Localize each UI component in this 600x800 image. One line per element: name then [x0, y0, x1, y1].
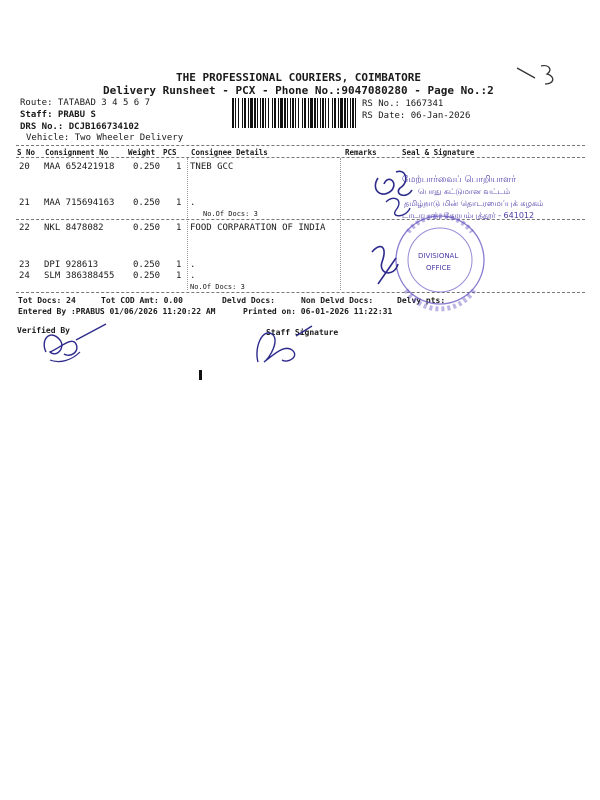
row-21-pcs: 1	[176, 198, 182, 208]
row-22-pcs: 1	[176, 223, 182, 233]
barcode-bar	[244, 98, 246, 128]
col-seal: Seal & Signature	[402, 148, 475, 157]
barcode-bar	[284, 98, 286, 128]
barcode-bar	[310, 98, 313, 128]
barcode-bar	[268, 98, 269, 128]
barcode-bar	[292, 98, 294, 128]
barcode-bar	[352, 98, 354, 128]
row-20-sno: 20	[19, 162, 30, 172]
barcode-bar	[278, 98, 279, 128]
table-top-rule	[16, 145, 585, 146]
rs-no-label: RS No.: 1667341	[362, 99, 444, 109]
row-23-consignment: DPI 928613	[44, 260, 99, 270]
row-24-pcs: 1	[176, 271, 182, 281]
entered-by: Entered By :PRABUS 01/06/2026 11:20:22 AM	[18, 307, 216, 316]
barcode-bar	[332, 98, 333, 128]
route-label: Route: TATABAD 3 4 5 6 7	[20, 98, 151, 108]
barcode-bar	[250, 98, 253, 128]
col-weight: Weight	[128, 148, 156, 157]
barcode-bar	[242, 98, 243, 128]
barcode-bar	[328, 98, 329, 128]
col-pcs: PCS	[163, 148, 177, 157]
runsheet-subtitle: Delivery Runsheet - PCX - Phone No.:9047080280 - Page No.:2	[103, 84, 494, 97]
stamp-line-2: பொது கட்டுமான வட்டம்	[418, 187, 511, 196]
verified-by-label: Verified By	[17, 326, 70, 335]
stamp-line-4: டாடாபாத், கோயம்புத்தூர் - 641012	[402, 211, 535, 220]
barcode-bar	[274, 98, 276, 128]
verifier-signature	[36, 318, 116, 368]
row-24-sno: 24	[19, 271, 30, 281]
ink-dot	[196, 368, 206, 382]
seal-center-2: OFFICE	[426, 264, 451, 272]
barcode-bar	[262, 98, 264, 128]
row-21-note: No.Of Docs: 3	[203, 210, 258, 218]
stamp-line-1: மேற்பார்வைப் பொறியாளர்	[402, 175, 516, 185]
row-20-weight: 0.250	[133, 162, 161, 172]
barcode-bar	[272, 98, 273, 128]
row-20-consignment: MAA 652421918	[44, 162, 115, 172]
barcode-bar	[238, 98, 239, 128]
corner-scribble	[505, 60, 560, 90]
tot-docs: Tot Docs: 24	[18, 296, 76, 305]
row-23-weight: 0.250	[133, 260, 161, 270]
barcode-bar	[320, 98, 321, 128]
row-21-weight: 0.250	[133, 198, 161, 208]
divider-consignee	[187, 158, 188, 290]
delvy-pts: Delvy pts:	[397, 296, 446, 305]
barcode-bar	[302, 98, 303, 128]
barcode-bar	[304, 98, 306, 128]
divider-remarks	[340, 158, 341, 290]
table-header-rule	[16, 157, 585, 158]
barcode-bar	[287, 98, 288, 128]
barcode-bar	[334, 98, 336, 128]
row-20-consignee: TNEB GCC	[190, 162, 234, 172]
barcode-bar	[248, 98, 249, 128]
row-20-pcs: 1	[176, 162, 182, 172]
delvd-docs: Delvd Docs:	[222, 296, 275, 305]
barcode	[232, 98, 360, 128]
barcode-bar	[347, 98, 348, 128]
barcode-bar	[350, 98, 351, 128]
barcode-bar	[308, 98, 309, 128]
row-24-consignee: .	[190, 271, 196, 281]
row-23-sno: 23	[19, 260, 30, 270]
row-23-pcs: 1	[176, 260, 182, 270]
stamp-line-3: தமிழ்நாடு மின் தொடரமைப்புக் கழகம்	[404, 199, 544, 208]
drs-label: DRS No.: DCJB166734102	[20, 122, 140, 132]
barcode-bar	[317, 98, 318, 128]
barcode-bar	[260, 98, 261, 128]
company-title: THE PROFESSIONAL COURIERS, COIMBATORE	[176, 71, 422, 84]
row-22-consignee: FOOD CORPARATION OF INDIA	[190, 223, 326, 233]
row-22-consignment: NKL 8478082	[44, 223, 104, 233]
barcode-bar	[338, 98, 339, 128]
barcode-bar	[314, 98, 316, 128]
staff-signature-label: Staff Signature	[266, 328, 339, 337]
row-24-weight: 0.250	[133, 271, 161, 281]
row-22-weight: 0.250	[133, 223, 161, 233]
barcode-bar	[295, 98, 296, 128]
row-24-consignment: SLM 386388455	[44, 271, 115, 281]
col-remarks: Remarks	[345, 148, 377, 157]
vehicle-label: Vehicle: Two Wheeler Delivery	[26, 133, 184, 143]
barcode-bar	[290, 98, 291, 128]
col-consignment: Consignment No	[45, 148, 109, 157]
barcode-bar	[235, 98, 236, 128]
barcode-bar	[265, 98, 266, 128]
barcode-bar	[344, 98, 346, 128]
staff-signature	[252, 322, 322, 368]
row-22-sno: 22	[19, 223, 30, 233]
tot-cod: Tot COD Amt: 0.00	[101, 296, 183, 305]
barcode-bar	[340, 98, 343, 128]
staff-label: Staff: PRABU S	[20, 110, 96, 120]
rs-date-label: RS Date: 06-Jan-2026	[362, 111, 471, 121]
barcode-bar	[232, 98, 234, 128]
barcode-bar	[298, 98, 299, 128]
barcode-bar	[325, 98, 326, 128]
barcode-bar	[280, 98, 283, 128]
row-21-sno: 21	[19, 198, 30, 208]
non-delvd-docs: Non Delvd Docs:	[301, 296, 374, 305]
row-21-consignee: .	[190, 198, 196, 208]
col-sno: S No	[17, 148, 36, 157]
row-23-consignee: .	[190, 260, 196, 270]
barcode-bar	[355, 98, 356, 128]
barcode-bar	[257, 98, 258, 128]
barcode-bar	[322, 98, 324, 128]
barcode-bar	[254, 98, 256, 128]
row-24-note: No.Of Docs: 3	[190, 283, 245, 291]
row-21-consignment: MAA 715694163	[44, 198, 115, 208]
col-consignee: Consignee Details	[191, 148, 268, 157]
printed-on: Printed on: 06-01-2026 11:22:31	[243, 307, 393, 316]
seal-center-1: DIVISIONAL	[418, 252, 459, 260]
round-seal	[368, 212, 500, 312]
